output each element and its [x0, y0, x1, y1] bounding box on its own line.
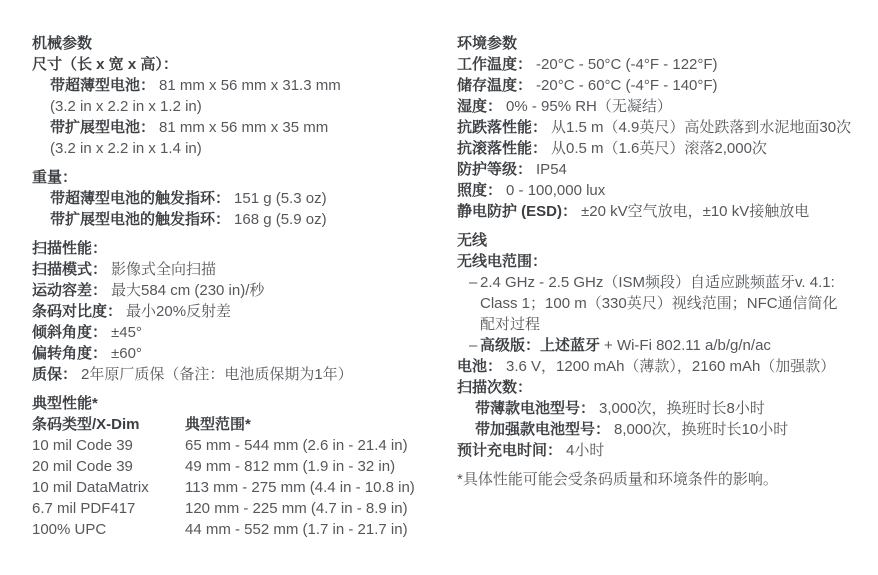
spec-label: 倾斜角度： [32, 324, 108, 341]
spec-line [457, 54, 875, 75]
table-cell: 65 mm - 544 mm (2.6 in - 21.4 in) [185, 437, 408, 454]
table-cell: 10 mil Code 39 [32, 437, 133, 454]
spec-line [457, 356, 875, 377]
spec-line [32, 322, 442, 343]
spec-label: 带超薄型电池的触发指环： [50, 190, 231, 207]
typical-performance-table [32, 414, 442, 540]
spec-line [32, 117, 442, 138]
spec-label: 电池： [457, 358, 503, 375]
spec-line [457, 75, 875, 96]
spec-line [32, 393, 442, 414]
bullet-dash-icon: – [469, 337, 478, 354]
spec-value: ±20 kV空气放电，±10 kV接触放电 [581, 203, 810, 220]
spec-label: 运动容差： [32, 282, 108, 299]
spec-line [32, 301, 442, 322]
spec-label: 带超薄型电池： [50, 77, 156, 94]
spec-line [457, 180, 875, 201]
spec-value: 3,000次，换班时长8小时 [599, 400, 765, 417]
spec-value: (3.2 in x 2.2 in x 1.2 in) [50, 98, 202, 115]
spec-value: (3.2 in x 2.2 in x 1.4 in) [50, 140, 202, 157]
spec-value: 81 mm x 56 mm x 35 mm [159, 119, 329, 136]
spec-line [457, 138, 875, 159]
spec-line [32, 343, 442, 364]
spec-line [457, 230, 875, 251]
spec-line [457, 251, 875, 272]
spec-label: 高级版：上述蓝牙 [480, 337, 601, 354]
spec-label: 湿度： [457, 98, 503, 115]
spec-line [457, 293, 875, 314]
spec-value: ±45° [111, 324, 142, 341]
spec-line [457, 201, 875, 222]
spec-value: -20°C - 50°C (-4°F - 122°F) [536, 56, 718, 73]
spec-value: 0% - 95% RH（无凝结） [506, 98, 672, 115]
spec-line [457, 377, 875, 398]
table-cell: 6.7 mil PDF417 [32, 500, 136, 517]
table-cell: 120 mm - 225 mm (4.7 in - 8.9 in) [185, 500, 408, 517]
spec-value: 影像式全向扫描 [111, 261, 217, 278]
spec-label: 扫描性能： [32, 240, 108, 257]
spec-value: -20°C - 60°C (-4°F - 140°F) [536, 77, 718, 94]
spec-value: 从0.5 m（1.6英尺）滚落2,000次 [551, 140, 767, 157]
spec-value: 8,000次，换班时长10小时 [614, 421, 789, 438]
spec-value: 从1.5 m（4.9英尺）高处跌落到水泥地面30次 [551, 119, 852, 136]
section-typical-performance [32, 393, 442, 540]
spec-line [32, 364, 442, 385]
spec-label: 带加强款电池型号： [475, 421, 611, 438]
spec-line [457, 469, 875, 490]
spec-line [32, 33, 442, 54]
spec-value: Class 1；100 m（330英尺）视线范围；NFC通信简化 [480, 295, 838, 312]
section-scan-performance [32, 238, 442, 385]
spec-label: 工作温度： [457, 56, 533, 73]
section-mechanical-parameters [32, 33, 442, 159]
spec-label: 机械参数 [32, 35, 93, 52]
spec-value: 168 g (5.9 oz) [234, 211, 327, 228]
spec-line [32, 75, 442, 96]
spec-label: 带扩展型电池： [50, 119, 156, 136]
spec-label: 防护等级： [457, 161, 533, 178]
spec-value: 151 g (5.3 oz) [234, 190, 327, 207]
spec-label: 重量： [32, 169, 78, 186]
spec-line [457, 96, 875, 117]
spec-label: 质保： [32, 366, 78, 383]
section-environmental-parameters [457, 33, 875, 222]
spec-label: 抗跌落性能： [457, 119, 548, 136]
spec-value: *具体性能可能会受条码质量和环境条件的影响。 [457, 471, 778, 488]
spec-line [32, 54, 442, 75]
spec-value: 3.6 V，1200 mAh（薄款），2160 mAh（加强款） [506, 358, 836, 375]
spec-line [457, 314, 875, 335]
spec-label: 照度： [457, 182, 503, 199]
spec-value: + Wi-Fi 802.11 a/b/g/n/ac [604, 337, 771, 354]
spec-line [32, 209, 442, 230]
section-wireless [457, 230, 875, 461]
spec-line [457, 440, 875, 461]
spec-line [32, 259, 442, 280]
table-cell: 100% UPC [32, 521, 107, 538]
spec-label: 尺寸（长 x 宽 x 高）： [32, 56, 178, 73]
spec-value: 81 mm x 56 mm x 31.3 mm [159, 77, 341, 94]
spec-value: IP54 [536, 161, 567, 178]
spec-value: 最大584 cm (230 in)/秒 [111, 282, 265, 299]
spec-label: 条码对比度： [32, 303, 123, 320]
table-header-cell: 条码类型/X-Dim [32, 416, 140, 433]
spec-label: 静电防护 (ESD)： [457, 203, 578, 220]
spec-line [457, 398, 875, 419]
table-cell: 49 mm - 812 mm (1.9 in - 32 in) [185, 458, 396, 475]
spec-line [32, 188, 442, 209]
spec-line [32, 280, 442, 301]
column-right [457, 33, 875, 490]
spec-line [32, 138, 442, 159]
spec-label: 储存温度： [457, 77, 533, 94]
spec-line [457, 272, 875, 293]
spec-label: 扫描次数： [457, 379, 533, 396]
table-cell: 44 mm - 552 mm (1.7 in - 21.7 in) [185, 521, 408, 538]
spec-line [457, 419, 875, 440]
section-footnote [457, 469, 875, 490]
spec-line [457, 335, 875, 356]
spec-line [32, 96, 442, 117]
spec-line [32, 167, 442, 188]
table-cell: 113 mm - 275 mm (4.4 in - 10.8 in) [185, 479, 415, 496]
spec-line [457, 117, 875, 138]
spec-value: ±60° [111, 345, 142, 362]
spec-line [32, 238, 442, 259]
spec-value: 0 - 100,000 lux [506, 182, 606, 199]
spec-label: 扫描模式： [32, 261, 108, 278]
section-weight [32, 167, 442, 230]
spec-value: 4小时 [566, 442, 605, 459]
spec-label: 环境参数 [457, 35, 518, 52]
spec-line [457, 159, 875, 180]
spec-value: 2年原厂质保（备注：电池质保期为1年） [81, 366, 353, 383]
spec-value: 配对过程 [480, 316, 541, 333]
table-header-cell: 典型范围* [185, 416, 251, 433]
spec-label: 带薄款电池型号： [475, 400, 596, 417]
spec-value: 最小20%反射差 [126, 303, 232, 320]
column-left [32, 33, 442, 540]
bullet-dash-icon: – [469, 274, 478, 291]
spec-label: 预计充电时间： [457, 442, 563, 459]
spec-value: 2.4 GHz - 2.5 GHz（ISM频段）自适应跳频蓝牙v. 4.1: [480, 274, 835, 291]
spec-line [457, 33, 875, 54]
spec-label: 带扩展型电池的触发指环： [50, 211, 231, 228]
table-cell: 20 mil Code 39 [32, 458, 133, 475]
spec-label: 无线 [457, 232, 488, 249]
spec-label: 偏转角度： [32, 345, 108, 362]
spec-label: 抗滚落性能： [457, 140, 548, 157]
spec-label: 无线电范围： [457, 253, 548, 270]
spec-label: 典型性能* [32, 395, 98, 412]
table-cell: 10 mil DataMatrix [32, 479, 149, 496]
